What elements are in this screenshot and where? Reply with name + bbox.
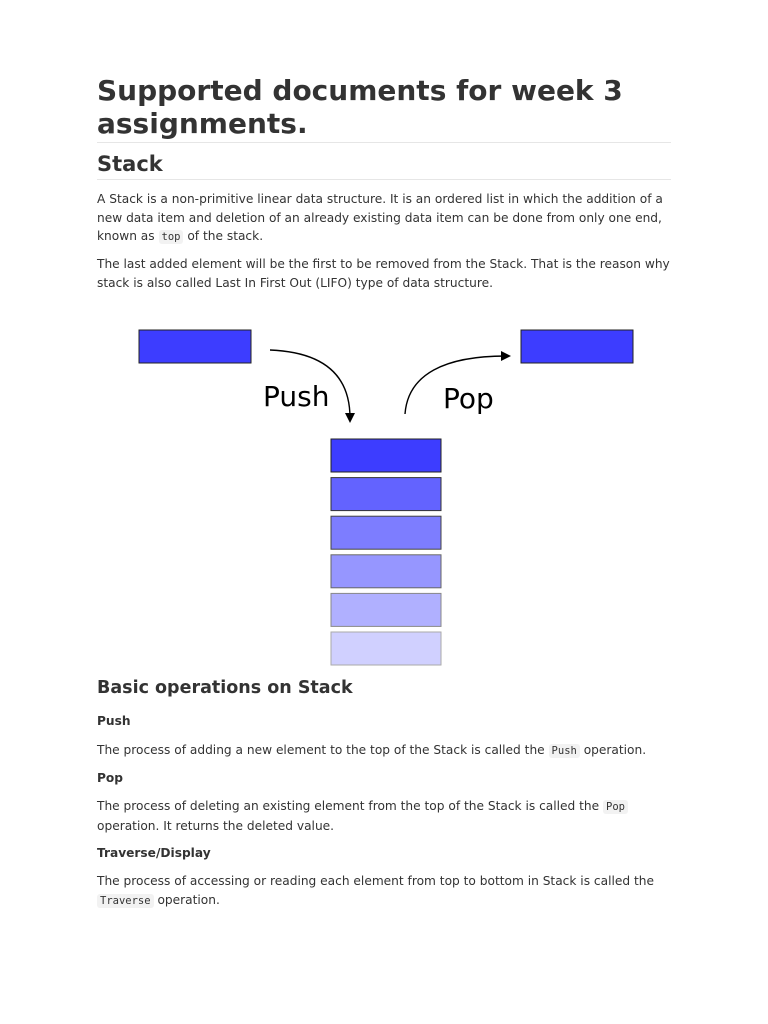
stack-element: [331, 632, 441, 665]
page-title: Supported documents for week 3 assignments.: [97, 74, 671, 143]
stack-elements: [331, 439, 441, 665]
stack-definition-text-a: A Stack is a non-primitive linear data structure. It is an ordered list in which the addition of a new data item and deletion of an already existing data item can be done from only one end, known as: [97, 192, 663, 243]
top-code: top: [159, 230, 184, 244]
stack-heading: Stack: [97, 150, 671, 180]
traverse-text-b: operation.: [153, 892, 220, 907]
operations-heading: Basic operations on Stack: [97, 678, 353, 698]
pop-title: Pop: [97, 771, 124, 785]
traverse-title: Traverse/Display: [97, 846, 211, 860]
push-code: Push: [549, 744, 580, 758]
push-label: Push: [263, 380, 330, 413]
incoming-element: [139, 330, 251, 363]
stack-element: [331, 478, 441, 511]
lifo-paragraph: The last added element will be the first to be removed from the Stack. That is the reason why stack is also called Last In First Out (LIFO) type of data structure.: [97, 257, 670, 290]
stack-element: [331, 593, 441, 626]
pop-text-b: operation. It returns the deleted value.: [97, 818, 335, 833]
push-title: Push: [97, 714, 131, 728]
stack-element: [331, 439, 441, 472]
traverse-code: Traverse: [97, 894, 154, 908]
pop-text-a: The process of deleting an existing element from the top of the Stack is called the: [97, 799, 604, 813]
stack-element: [331, 555, 441, 588]
pop-code: Pop: [603, 800, 628, 814]
stack-element: [331, 516, 441, 549]
push-text-b: operation.: [579, 743, 647, 757]
outgoing-element: [521, 330, 633, 363]
push-text-a: The process of adding a new element to the top of the Stack is called the: [97, 743, 549, 757]
stack-definition-text-b: of the stack.: [183, 229, 264, 243]
pop-label: Pop: [443, 382, 494, 415]
traverse-text-a: The process of accessing or reading each element from top to bottom in Stack is called the: [97, 874, 654, 888]
